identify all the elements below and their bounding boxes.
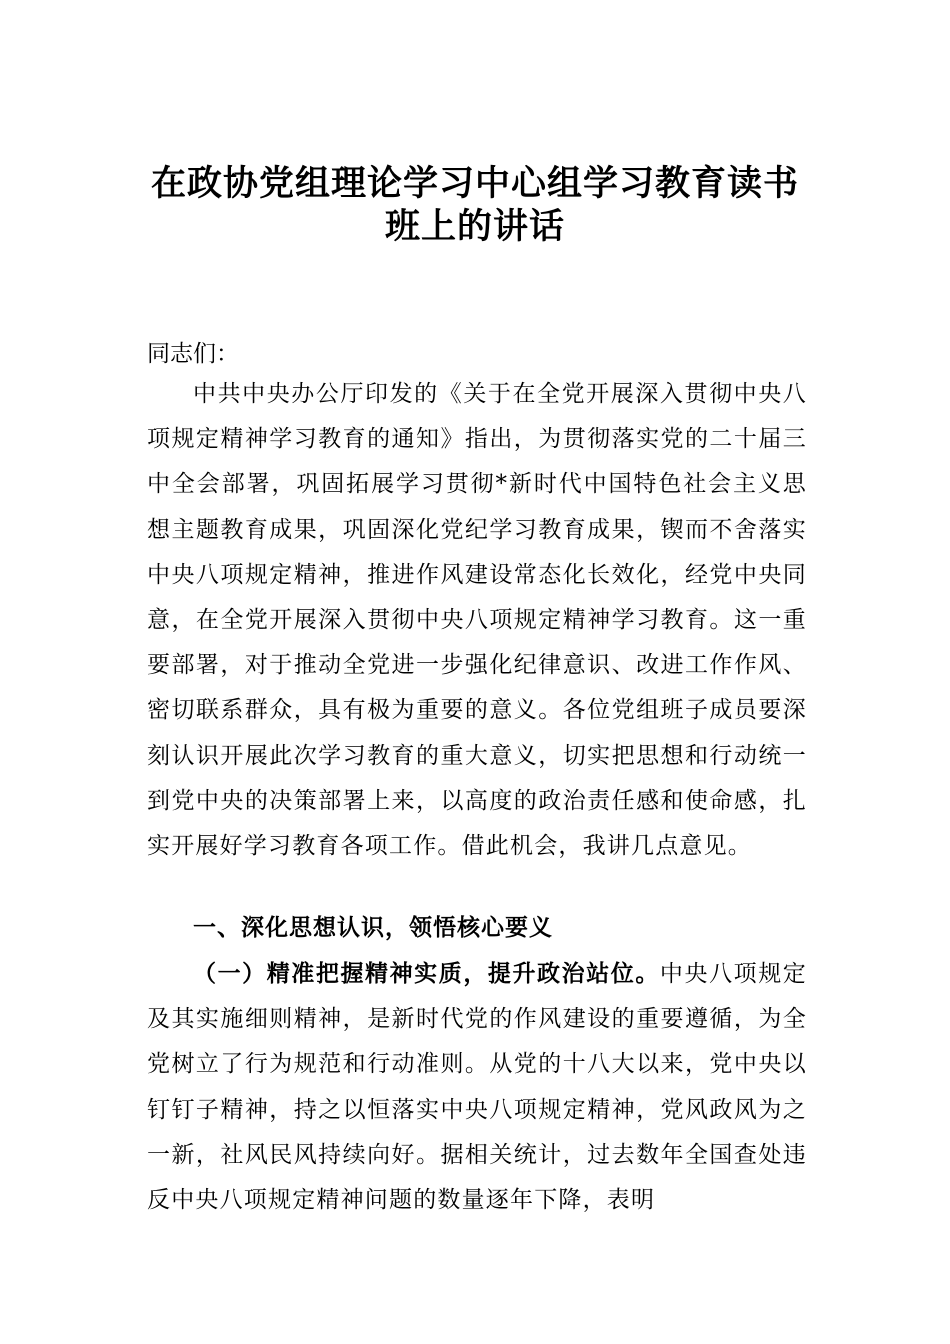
- section-heading-1: 一、深化思想认识，领悟核心要义: [193, 915, 553, 941]
- paragraph-subsection-1: [147, 951, 807, 1223]
- document-title-line-2: 班上的讲话: [384, 206, 565, 247]
- paragraph-intro: 中共中央办公厅印发的《关于在全党开展深入贯彻中央八项规定精神学习教育的通知》指出，为贯彻落实党的二十届三中全会部署，巩固拓展学习贯彻*新时代中国特色社会主义思想主题教育成果，巩固深化党纪学习教育成果，锲而不舍落实中央八项规定精神，推进作风建设常态化长效化，经党中央同意，在全党开展深入贯彻中央八项规定精神学习教育。这一重要部署，对于推动全党进一步强化纪律意识、改进工作作风、密切联系群众，具有极为重要的意义。各位党组班子成员要深刻认识开展此次学习教育的重大意义，切实把思想和行动统一到党中央的决策部署上来，以高度的政治责任感和使命感，扎实开展好学习教育各项工作。借此机会，我讲几点意见。: [147, 381, 807, 860]
- subsection-lead: （一）精准把握精神实质，提升政治站位。: [193, 960, 660, 987]
- subsection-text: 中央八项规定及其实施细则精神，是新时代党的作风建设的重要遵循，为全党树立了行为规范和行动准则。从党的十八大以来，党中央以钉钉子精神，持之以恒落实中央八项规定精神，党风政风为之一新，社风民风持续向好。据相关统计，过去数年全国查处违反中央八项规定精神问题的数量逐年下降，表明: [147, 961, 807, 1214]
- document-title-line-1: 在政协党组理论学习中心组学习教育读书: [150, 163, 799, 204]
- salutation: 同志们：: [147, 341, 239, 367]
